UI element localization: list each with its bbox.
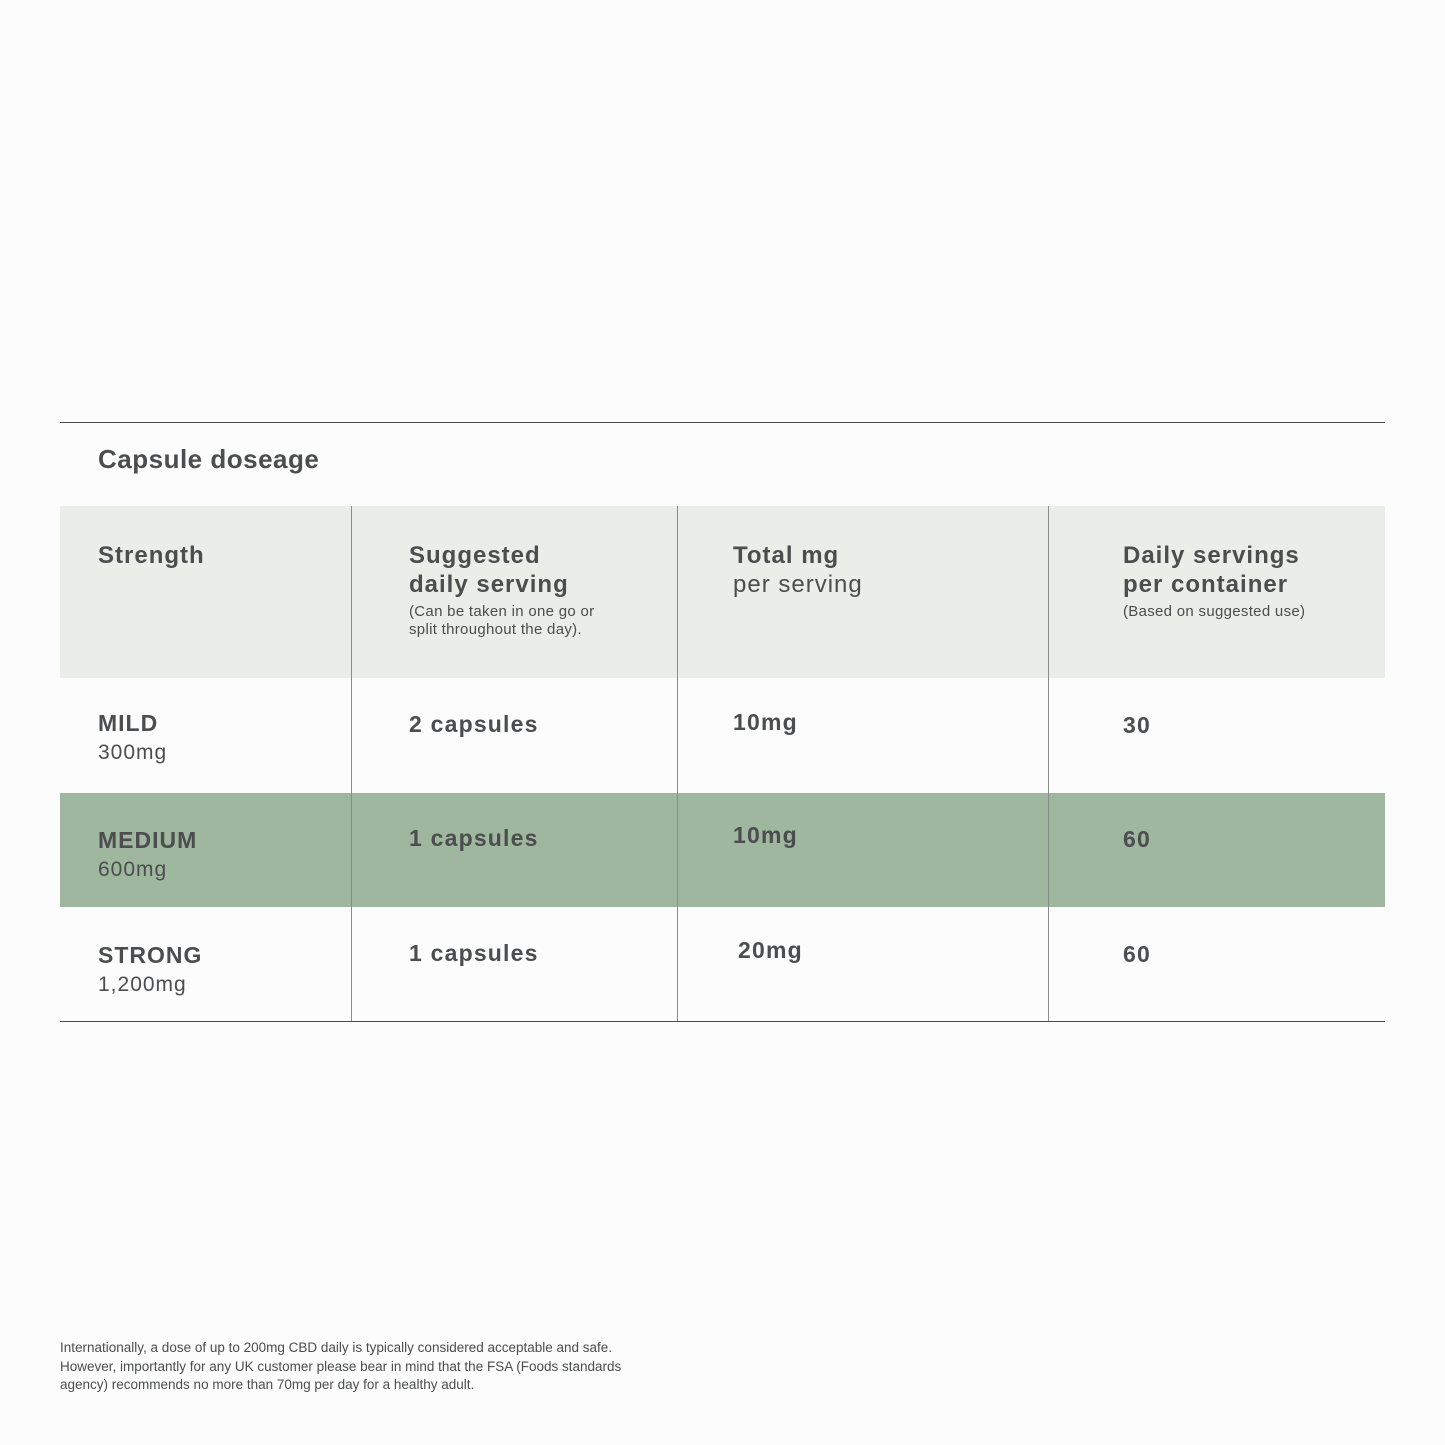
row-strong-serving: 1 capsules <box>409 940 539 966</box>
row-strong-total-mg: 20mg <box>738 937 803 963</box>
row-mild-serving: 2 capsules <box>409 711 539 737</box>
row-medium-serving: 1 capsules <box>409 825 539 851</box>
strength-name: STRONG <box>98 942 203 968</box>
row-mild-strength <box>98 708 167 768</box>
footnote: Internationally, a dose of up to 200mg CBD daily is typically considered acceptable and safe. However, importantly for any UK customer please bear in mind that the FSA (Foods standards agency) recommends no more than 70mg per day for a healthy adult. <box>60 1340 622 1392</box>
row-medium-strength <box>98 825 197 885</box>
table-title: Capsule doseage <box>98 444 320 474</box>
column-divider <box>351 506 352 1021</box>
header-total-mg <box>733 541 863 599</box>
table-row-medium <box>60 793 1385 907</box>
header-suggested-serving-label: Suggested daily serving <box>409 542 569 598</box>
row-strong-servings: 60 <box>1123 941 1151 967</box>
strength-amount: 600mg <box>98 858 168 881</box>
row-medium-servings: 60 <box>1123 826 1151 852</box>
header-total-mg-sub: per serving <box>733 571 863 598</box>
column-divider <box>1048 506 1049 1021</box>
header-total-mg-label: Total mg <box>733 542 840 569</box>
header-strength-label: Strength <box>98 542 205 569</box>
header-suggested-serving-note: (Can be taken in one go or split throughout the day). <box>409 603 595 638</box>
bottom-rule <box>60 1021 1385 1022</box>
strength-name: MILD <box>98 710 159 736</box>
column-divider <box>677 506 678 1021</box>
strength-name: MEDIUM <box>98 827 198 853</box>
strength-amount: 300mg <box>98 741 168 764</box>
top-rule <box>60 422 1385 423</box>
header-daily-servings-label: Daily servings per container <box>1123 542 1300 598</box>
row-mild-servings: 30 <box>1123 712 1151 738</box>
row-strong-strength <box>98 940 202 1000</box>
header-daily-servings-note: (Based on suggested use) <box>1123 603 1306 620</box>
table-row-strong <box>60 907 1385 1021</box>
header-daily-servings <box>1123 541 1373 621</box>
header-strength <box>98 541 205 570</box>
row-mild-total-mg: 10mg <box>733 709 798 735</box>
row-medium-total-mg: 10mg <box>733 822 798 848</box>
strength-amount: 1,200mg <box>98 973 187 996</box>
header-suggested-serving <box>409 541 669 639</box>
table-row-mild <box>60 678 1385 793</box>
